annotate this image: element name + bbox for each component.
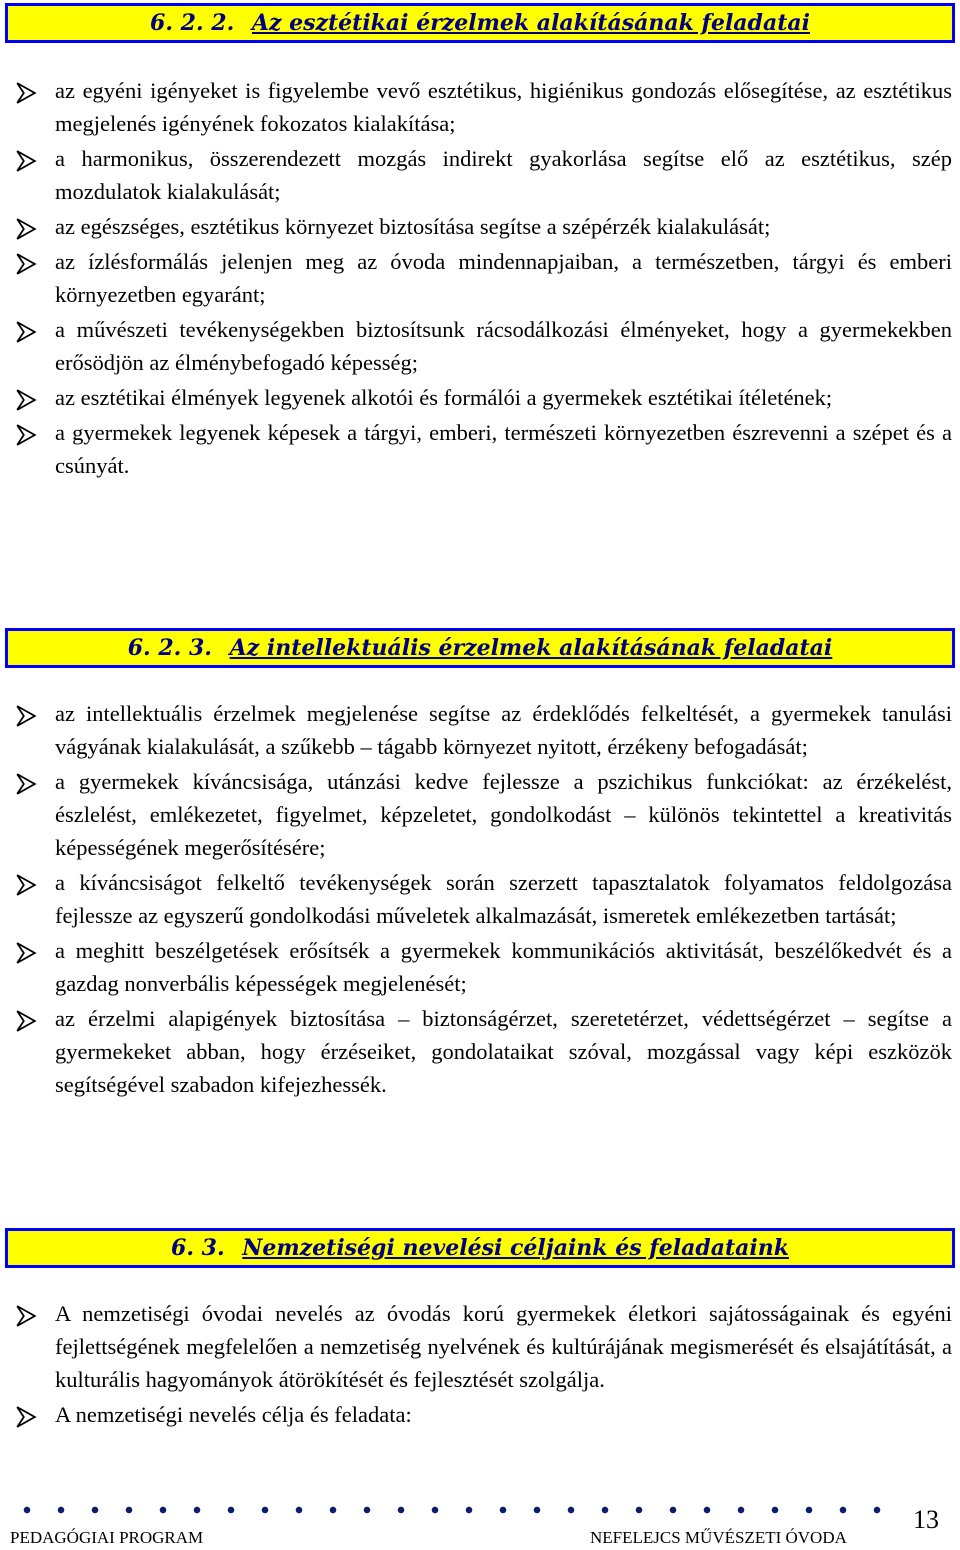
list-item: az egészséges, esztétikus környezet biztosítása segítse a szépérzék kialakulását; <box>8 210 952 243</box>
bullet-list <box>8 697 952 1103</box>
list-item: A nemzetiségi óvodai nevelés az óvodás korú gyermekek életkori sajátosságainak és egyéni fejlettségének megfelelően a nemzetiség nyelvének és kultúrájának megismerését és elsajátítását, a kulturális hagyományok átörökítését és fejlesztését szolgálja. <box>8 1297 952 1396</box>
section-number: 6. 3. <box>171 1235 225 1261</box>
list-item: a kíváncsiságot felkeltő tevékenységek során szerzett tapasztalatok folyamatos feldolgozása fejlessze az egyszerű gondolkodási műveletek alkalmazását, ismeretek emlékezetben tartását; <box>8 866 952 932</box>
section-number: 6. 2. 2. <box>150 10 235 36</box>
arrow-bullet-icon <box>15 1406 37 1428</box>
arrow-bullet-icon <box>15 389 37 411</box>
section-heading <box>5 628 955 668</box>
arrow-bullet-icon <box>15 424 37 446</box>
arrow-bullet-icon <box>15 150 37 172</box>
arrow-bullet-icon <box>15 1010 37 1032</box>
section-heading <box>5 3 955 43</box>
arrow-bullet-icon <box>15 942 37 964</box>
section-title: Az intellektuális érzelmek alakításának feladatai <box>229 635 833 661</box>
list-item: A nemzetiségi nevelés célja és feladata: <box>8 1398 952 1431</box>
arrow-bullet-icon <box>15 321 37 343</box>
arrow-bullet-icon <box>15 773 37 795</box>
section-number: 6. 2. 3. <box>127 635 212 661</box>
footer-dotted-rule <box>10 1505 890 1515</box>
bullet-list <box>8 1297 952 1433</box>
footer-left-text: PEDAGÓGIAI PROGRAM <box>10 1528 204 1547</box>
page-number: 13 <box>913 1505 939 1534</box>
arrow-bullet-icon <box>15 218 37 240</box>
list-item: a gyermekek legyenek képesek a tárgyi, emberi, természeti környezetben észrevenni a szépet és a csúnyát. <box>8 416 952 482</box>
list-item: az intellektuális érzelmek megjelenése segítse az érdeklődés felkeltését, a gyermekek tanulási vágyának kialakulását, a szűkebb – tágabb környezet nyitott, érzékeny befogadását; <box>8 697 952 763</box>
arrow-bullet-icon <box>15 253 37 275</box>
arrow-bullet-icon <box>15 1305 37 1327</box>
list-item: a gyermekek kíváncsisága, utánzási kedve fejlessze a pszichikus funkciókat: az érzékelést, észlelést, emlékezetet, figyelmet, képzeletet, gondolkodást – különös tekintettel a kreativitás képességének megerősítésére; <box>8 765 952 864</box>
section-title: Az esztétikai érzelmek alakításának feladatai <box>251 10 810 36</box>
footer-right-text: NEFELEJCS MŰVÉSZETI ÓVODA <box>590 1528 847 1547</box>
arrow-bullet-icon <box>15 705 37 727</box>
section-title: Nemzetiségi nevelési céljaink és feladataink <box>242 1235 789 1261</box>
list-item: az ízlésformálás jelenjen meg az óvoda mindennapjaiban, a természetben, tárgyi és emberi környezetben egyaránt; <box>8 245 952 311</box>
section-heading <box>5 1228 955 1268</box>
arrow-bullet-icon <box>15 82 37 104</box>
arrow-bullet-icon <box>15 874 37 896</box>
list-item: a művészeti tevékenységekben biztosítsunk rácsodálkozási élményeket, hogy a gyermekekben erősödjön az élménybefogadó képesség; <box>8 313 952 379</box>
bullet-list <box>8 74 952 484</box>
list-item: az érzelmi alapigények biztosítása – biztonságérzet, szeretetérzet, védettségérzet – segítse a gyermekeket abban, hogy érzéseiket, gondolataikat szóval, mozgással vagy képi eszközök segítségével szabadon kifejezhessék. <box>8 1002 952 1101</box>
list-item: az esztétikai élmények legyenek alkotói és formálói a gyermekek esztétikai ítéletének; <box>8 381 952 414</box>
list-item: a meghitt beszélgetések erősítsék a gyermekek kommunikációs aktivitását, beszélőkedvét és a gazdag nonverbális képességek megjelenését; <box>8 934 952 1000</box>
list-item: a harmonikus, összerendezett mozgás indirekt gyakorlása segítse elő az esztétikus, szép mozdulatok kialakulását; <box>8 142 952 208</box>
list-item: az egyéni igényeket is figyelembe vevő esztétikus, higiénikus gondozás elősegítése, az esztétikus megjelenés igényének fokozatos kialakítása; <box>8 74 952 140</box>
